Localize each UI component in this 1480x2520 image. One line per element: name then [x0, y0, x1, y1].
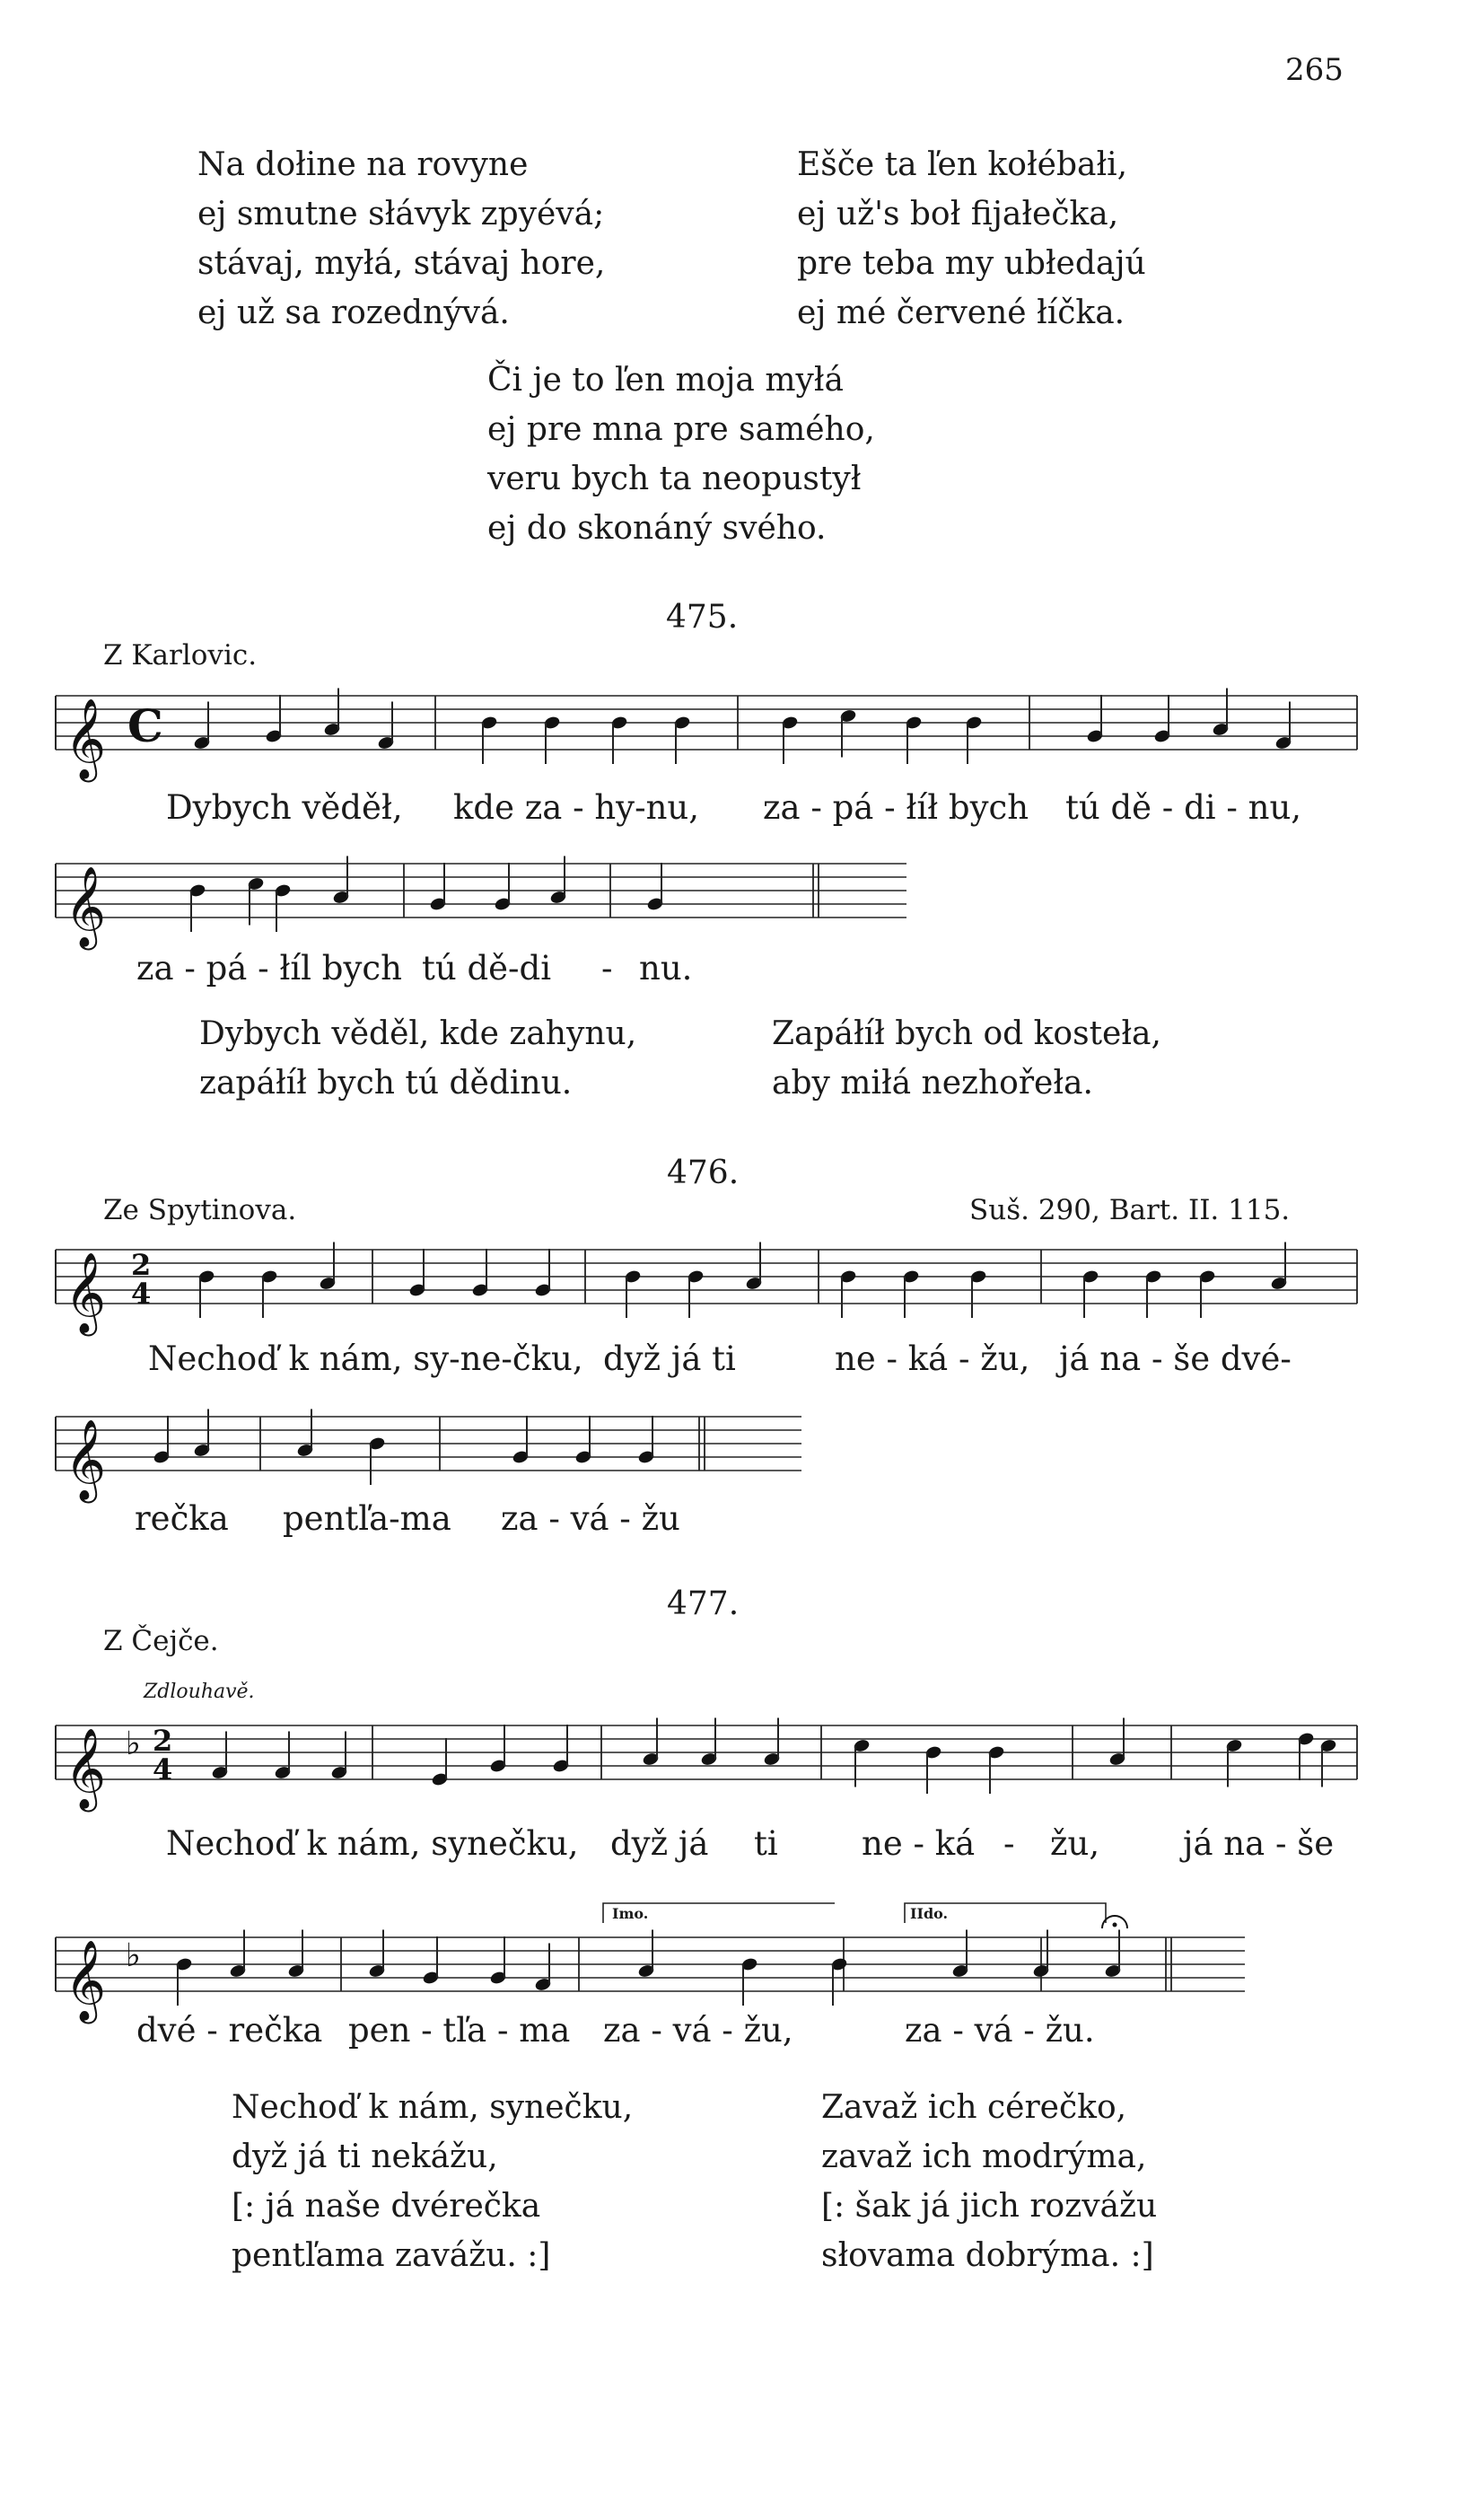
lyric-segment: za - pá - łíł bych — [763, 788, 1029, 827]
lyric-segment: Nechoď k nám, synečku, — [166, 1824, 579, 1863]
volta-label: Imo. — [612, 1905, 649, 1922]
lyrics-line — [0, 788, 1480, 833]
lyric-segment: tú dě - di - nu, — [1065, 788, 1302, 827]
lyric-segment: žu, — [1050, 1824, 1100, 1863]
treble-clef-icon: 𝄞 — [65, 698, 107, 779]
lyric-segment: ne - ká — [862, 1824, 976, 1863]
lyric-segment: dvé - rečka — [136, 2011, 323, 2050]
lyric-segment: - — [1003, 1824, 1015, 1863]
song-reference: Suš. 290, Bart. II. 115. — [969, 1194, 1291, 1226]
verse-line: ej smutne słávyk zpyévá; — [197, 196, 605, 233]
song-number: 477. — [667, 1585, 740, 1622]
verse-line: ej už's boł fijałečka, — [797, 196, 1119, 233]
song-number: 475. — [666, 599, 739, 636]
verse-line: zapáłíł bych tú dědinu. — [199, 1065, 573, 1102]
lyric-segment: za - vá - žu — [501, 1499, 680, 1538]
verse-line: Ešče ta ľen kołébałi, — [797, 146, 1128, 183]
song-verse-right — [772, 1009, 1161, 1108]
lyric-segment: rečka — [135, 1499, 229, 1538]
time-signature-icon: 4 — [131, 1277, 152, 1311]
verse-line: ej do skonáný svého. — [487, 510, 827, 547]
lyric-segment: nu. — [639, 949, 693, 988]
lyric-segment: pentľa-ma — [283, 1499, 451, 1538]
verse-line: Zapáłíł bych od kosteła, — [772, 1015, 1161, 1052]
verse-line: Zavaž ich cérečko, — [821, 2089, 1127, 2126]
lyric-segment: Nechoď k nám, sy-ne-čku, — [148, 1339, 583, 1378]
lyric-segment: Dybych věděł, — [166, 788, 403, 827]
flat-icon: ♭ — [126, 1725, 141, 1762]
verse-line: dyž já ti nekážu, — [232, 2138, 498, 2175]
verse-line: ej pre mna pre samého, — [487, 411, 875, 448]
treble-clef-icon: 𝄞 — [65, 866, 107, 947]
verse-line: Nechoď k nám, synečku, — [232, 2089, 634, 2126]
verse-line: [: šak já jich rozvážu — [821, 2188, 1158, 2225]
lyrics-line — [0, 2011, 1480, 2056]
verse-line: ej už sa rozednývá. — [197, 294, 510, 331]
lyrics-line — [0, 949, 1480, 994]
lyric-segment: ti — [754, 1824, 778, 1863]
song-origin: Z Čejče. — [103, 1625, 219, 1657]
song-verse-left — [199, 1009, 636, 1108]
lyrics-line — [0, 1499, 1480, 1544]
time-signature-icon: 4 — [153, 1752, 173, 1787]
lyric-segment: ne - ká - žu, — [835, 1339, 1030, 1378]
common-time-icon: C — [127, 699, 163, 752]
lyric-segment: tú dě-di — [422, 949, 552, 988]
lyric-segment: za - vá - žu. — [905, 2011, 1095, 2050]
time-signature-icon: 2 — [131, 1248, 152, 1282]
flat-icon: ♭ — [126, 1937, 141, 1974]
verse-line: zavaž ich modrýma, — [821, 2138, 1147, 2175]
verse-line: Dybych věděl, kde zahynu, — [199, 1015, 637, 1052]
lyric-segment: - — [601, 949, 613, 988]
verse-line: veru bych ta neopustył — [487, 461, 862, 497]
song-origin: Ze Spytinova. — [103, 1194, 297, 1226]
lyric-segment: za - pá - łíl bych — [136, 949, 402, 988]
page-number: 265 — [1285, 52, 1344, 88]
treble-clef-icon: 𝄞 — [65, 1940, 107, 2021]
treble-clef-icon: 𝄞 — [65, 1252, 107, 1333]
lyric-segment: já na - še — [1183, 1824, 1335, 1863]
song-verse-left — [232, 2083, 633, 2280]
verse-line: Na dołine na rovyne — [197, 146, 529, 183]
lyric-segment: dyž já ti — [603, 1339, 736, 1378]
lyric-segment: pen - tľa - ma — [348, 2011, 571, 2050]
fermata-dot — [1113, 1923, 1117, 1927]
treble-clef-icon: 𝄞 — [65, 1419, 107, 1500]
verse-line: pentľama zavážu. :] — [232, 2237, 551, 2274]
lyric-segment: já na - še dvé- — [1059, 1339, 1292, 1378]
song-verse-right — [821, 2083, 1157, 2280]
lyric-segment: kde za - hy-nu, — [453, 788, 699, 827]
treble-clef-icon: 𝄞 — [65, 1728, 107, 1809]
time-signature-icon: 2 — [153, 1724, 173, 1758]
lyrics-line — [0, 1339, 1480, 1384]
song-origin: Z Karlovic. — [103, 639, 258, 672]
lyrics-line — [0, 1824, 1480, 1869]
lyric-segment: za - vá - žu, — [603, 2011, 793, 2050]
tempo-marking: Zdlouhavě. — [144, 1681, 255, 1703]
verse-line: pre teba my ubłedajú — [797, 245, 1146, 282]
song-number: 476. — [667, 1155, 740, 1191]
verse-line: stávaj, myłá, stávaj hore, — [197, 245, 606, 282]
volta-label: IIdo. — [910, 1905, 949, 1922]
verse-line: Či je to ľen moja myłá — [487, 362, 844, 399]
lyric-segment: dyž já — [610, 1824, 709, 1863]
verse-line: słovama dobrýma. :] — [821, 2237, 1154, 2274]
verse-line: ej mé červené łíčka. — [797, 294, 1125, 331]
verse-line: aby miłá nezhořeła. — [772, 1065, 1093, 1102]
verse-line: [: já naše dvérečka — [232, 2188, 541, 2225]
